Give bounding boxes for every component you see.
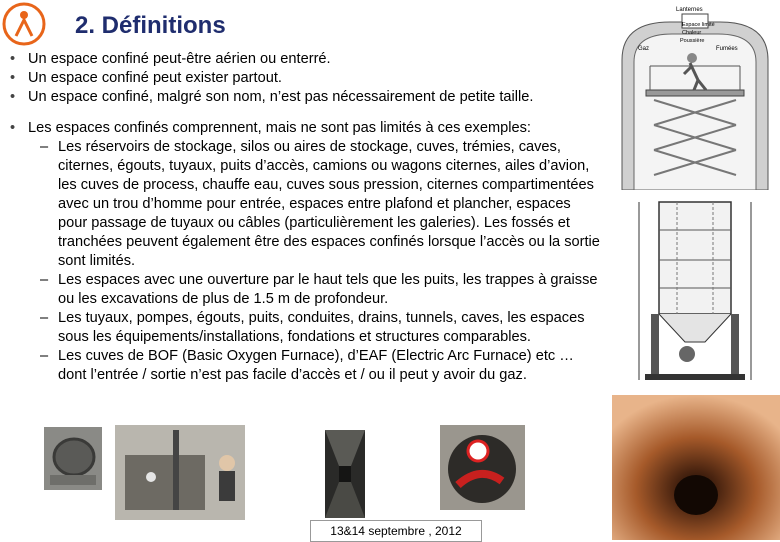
organization-logo [2, 2, 46, 46]
footer-date: 13&14 septembre , 2012 [310, 520, 482, 542]
well-photo [612, 395, 780, 540]
diagram-label: Poussière [680, 38, 705, 44]
bullet-item: • Un espace confiné peut exister partout. [10, 69, 610, 88]
sub-item: – Les réservoirs de stockage, silos ou aires de stockage, cuves, trémies, caves, citernes, égouts, tuyaux, puits d’accès, camions ou wagons citernes, ailes d’avion, les cuves de process, chauffe eau, cuves sous pression, citernes compartimentées avec un trou d’homme pour entrée, espaces entre plafond et plancher, espaces pour passage de tuyaux ou câbles (particulièrement les galeries). Les fossés et tranchées peuvent également être des espaces confinés lorsque l’accès ou la sortie sont limités. [40, 139, 600, 269]
diagram-label: Fumées [716, 46, 738, 52]
rescue-manhole-photo [440, 425, 525, 510]
bullet-list [10, 50, 610, 385]
silo-drawing [625, 190, 765, 390]
sub-item-text: Les réservoirs de stockage, silos ou aires de stockage, cuves, trémies, caves, citernes, égouts, tuyaux, puits d’accès, camions ou wagons citernes, ailes d’avion, les cuves de process, chauffe eau, cuves sous pression, citernes compartimentées avec un trou d’homme pour entrée, espaces entre plafond et plancher, espaces pour passage de tuyaux ou câbles (particulièrement les galeries). Les fossés et tranchées peuvent également être des espaces confinés lorsque l’accès ou la sortie sont limités. [58, 139, 600, 269]
bullet-item: • Un espace confiné, malgré son nom, n’est pas nécessairement de petite taille. [10, 88, 610, 107]
bullet-item-main: • Les espaces confinés comprennent, mais ne sont pas limités à ces exemples: [10, 119, 610, 138]
slide-title: 2. Définitions [75, 12, 226, 39]
diagram-label: Gaz [638, 46, 650, 52]
sub-item-text: Les cuves de BOF (Basic Oxygen Furnace), d’EAF (Electric Arc Furnace) etc … dont l’entrée / sortie n’est pas facile d’accès et / ou il peut y avoir du gaz. [58, 348, 574, 383]
sub-item-text: Les tuyaux, pompes, égouts, puits, conduites, drains, tunnels, caves, les espaces sous les équipements/installations, fondations et structures comparables. [58, 310, 585, 345]
diagram-label: Chaleur [682, 30, 702, 36]
tank-photo [44, 427, 102, 490]
confined-space-diagram [610, 0, 780, 190]
diagram-label: Lanternes [676, 7, 703, 13]
bullet-item: • Un espace confiné peut-être aérien ou enterré. [10, 50, 610, 69]
sub-item-text: Les espaces avec une ouverture par le haut tels que les puits, les trappes à graisse ou les excavations de plus de 1.5 m de profondeur. [58, 272, 598, 307]
sub-item: – Les espaces avec une ouverture par le haut tels que les puits, les trappes à graisse ou les excavations de plus de 1.5 m de profondeur. [40, 272, 598, 307]
corridor-photo [325, 430, 365, 518]
sub-item: – Les cuves de BOF (Basic Oxygen Furnace), d’EAF (Electric Arc Furnace) etc … dont l’entrée / sortie n’est pas facile d’accès et / ou il peut y avoir du gaz. [40, 348, 574, 383]
sub-item: – Les tuyaux, pompes, égouts, puits, conduites, drains, tunnels, caves, les espaces sous les équipements/installations, fondations et structures comparables. [40, 310, 585, 345]
diagram-label: Espace limité [682, 22, 715, 28]
manhole-worker-photo [115, 425, 245, 520]
